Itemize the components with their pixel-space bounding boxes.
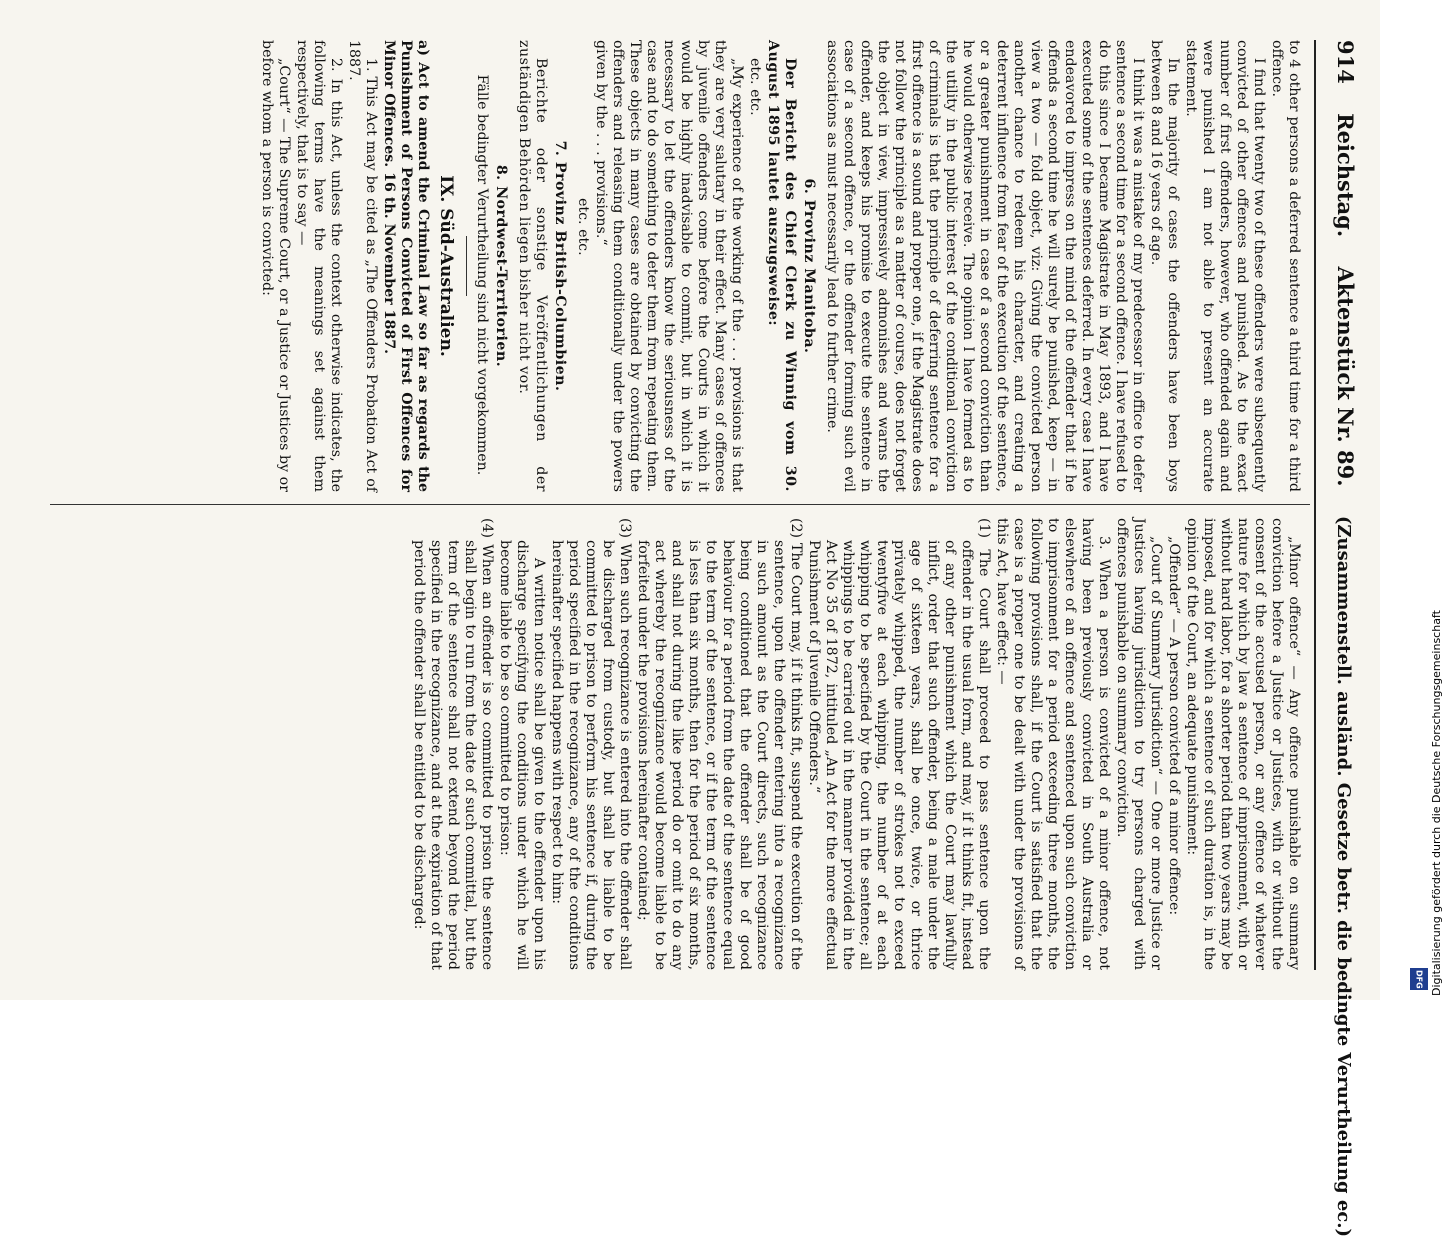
manitoba-quote: „My experience of the working of the . . . provisions is that they are very salutary in their effect. Many cases of offences by juvenile offenders come before the Courts in which it would be highly inadvisable to commit, but in which it is necessary to let the offenders know the seriousness of the case and to do something to deter them from repeating them. These objects in many cases are obtained by convicting the offenders and releasing them conditionally under the powers given by the . . . provisions.“	[593, 40, 745, 492]
left-column	[257, 40, 1302, 492]
paragraph: to 4 other persons a deferred sentence a third time for a third offence.	[1269, 40, 1302, 492]
header-title: Reichstag.	[1333, 113, 1358, 238]
paragraph: I find that twenty two of these offenders were subsequently convicted of other offences and punished. As to the exact number of first offenders, however, who offended again and were punished I am not able to present an accurate statement.	[1183, 40, 1267, 492]
nw-text: Fälle bedingter Verurtheilung sind nicht vorgekommen.	[474, 74, 490, 476]
subclause: (4) When an offender is so committed to prison the sentence shall begin to run from the date of such committal, but the term of the sentence shall not extend beyond the period specified in the recognizance, and at the expiration of that period the offender shall be entitled to be discharged:	[411, 518, 495, 970]
section-heading: IX. Süd-Australien.	[436, 175, 456, 357]
act-title: a) Act to amend the Criminal Law so far as regards the Punishment of Persons Convicted of First Offences for Minor Offences. 16 th. November 1887.	[381, 40, 431, 492]
manitoba-etc: etc. etc.	[747, 58, 763, 116]
manitoba-intro: Der Bericht des Chief Clerk zu Winnig vom 30. August 1895 lautet auszugsweise:	[765, 40, 798, 492]
act-item: „Court“ — The Supreme Court, or a Justice or Justices by or before whom a person is convicted:	[259, 40, 292, 492]
column-divider	[50, 504, 1310, 505]
paragraph: In the majority of cases the offenders have been boys between 8 and 16 years of age.	[1148, 40, 1181, 492]
separator	[466, 236, 467, 296]
right-column	[409, 518, 1302, 970]
bc-text: Berichte oder sonstige Veröffentlichungen der zuständigen Behörden liegen bisher nicht vor.	[516, 40, 549, 492]
header-subtitle: (Zusammenstell. ausländ. Gesetze betr. die bedingte Verurtheilung ec.)	[1333, 515, 1354, 1238]
header-rule	[1314, 40, 1316, 970]
subclause: (3) When such recognizance is entered into the offender shall be discharged from custody, but shall be liable to be committed to prison to perform his sentence if, during the period specified in the recognizance, any of the conditions hereinafter specified happens with respect to him:	[549, 518, 633, 970]
header-document: Aktenstück Nr. 89.	[1333, 266, 1358, 487]
paragraph: I think it was a mistake of my predecessor in office to defer sentence a second time for a second offence. I have refused to do this since I became Magistrate in May 1893, and I have executed some of the sentences deferred. In every case I have endeavored to impress on the mind of the offender that if he offends a second time he will surely be punished, keep — in view a two — fold object, viz: Giving the convicted person another chance to redeem his character, and creating a deterrent influence from fear of the execution of the sentence, or a greater punishment in case of a second conviction than he would otherwise receive. The opinion I have formed as to the utility in the public interest of the conditional conviction of criminals is that the principle of deferring sentence for a first offence is a sound and proper one, if the Magistrate does not follow the principle as a matter of course, does not forget the object in view, impressively admonishes and warns the offender, and keeps his promise to execute the sentence in case of a second offence, or the offender forming such evil associations as must necessarily lead to further crime.	[824, 40, 1146, 492]
definition: „Offender“ — A person convicted of a minor offence:	[1166, 536, 1182, 916]
clause-3: 3. When a person is convicted of a minor offence, not having been previously convicted in South Australia or elsewhere of an offence and sentenced upon such conviction to imprisonment for a period exceeding three months, the following provisions shall, if the Court is satisfied that the case is a proper one to be dealt with under the provisions of this Act, have effect: —	[994, 518, 1112, 970]
page-header	[1318, 40, 1358, 1238]
subclause-list	[410, 518, 992, 970]
definition: „Court of Summary Jurisdiction“ — One or more Justice or Justices having jurisdiction to try persons charged with offences punishable on summary conviction.	[1114, 518, 1164, 970]
act-item: 2. In this Act, unless the context otherwise indicates, the following terms have the meanings set against them respectively, that is to say —	[294, 40, 344, 492]
manitoba-heading: 6. Provinz Manitoba.	[801, 178, 817, 354]
act-item: 1. This Act may be cited as „The Offenders Probation Act of 1887.	[346, 40, 379, 492]
page-number: 914	[1333, 40, 1358, 84]
subclause-note: A written notice shall be given to the offender upon his discharge specifying the conditions under which he will become liable to be so committed to prison:	[497, 540, 547, 970]
subclause: (2) The Court may, if it thinks fit, suspend the execution of the sentence, upon the offender entering into a recognizance in such amount as the Court directs, such recognizance being conditioned that the offender shall be of good behaviour for a period from the date of the sentence equal to the term of the sentence, or if the term of the sentence is less than six months, then for the period of six months, and shall not during the like period do or omit to do any act whereby the recognizance would become liable to be forfeited under the provisions hereinafter contained;	[635, 518, 804, 970]
nw-heading: 8. Nordwest-Territorien.	[493, 164, 509, 368]
subclause: (1) The Court shall proceed to pass sentence upon the offender in the usual form, and may, if it thinks fit, instead of any other punishment which the Court may lawfully inflict, order that such offender, being a male under the age of sixteen years, shall be once, twice, or thrice privately whipped, the number of strokes not to exceed twentyfive at each whipping, the number of at each whipping to be specified by the Court in the sentence; all whippings to be carried out in the manner provided in the Act No 35 of 1872, intituled „An Act for the more effectual Punishment of Juvenile Offenders.“	[806, 518, 992, 970]
manitoba-etc-2: etc. etc.	[575, 198, 591, 256]
definition: „Minor offence“ — Any offence punishable on summary conviction before a Justice or Justices, with or without the consent of the accused person, or any offence of whatever nature for which by law a sentence of imprisonment, with or without hard labor, for a shorter period than two years may be imposed, and for which a sentence of such duration is, in the opinion of the Court, an adequate punishment:	[1184, 518, 1302, 970]
digitization-credit: Digitalisierung gefördert durch die Deutsche Forschungsgemeinschaft	[1430, 610, 1443, 996]
bc-heading: 7. Provinz British-Columbien.	[552, 140, 568, 392]
dfg-logo-icon: DFG	[1410, 968, 1428, 990]
